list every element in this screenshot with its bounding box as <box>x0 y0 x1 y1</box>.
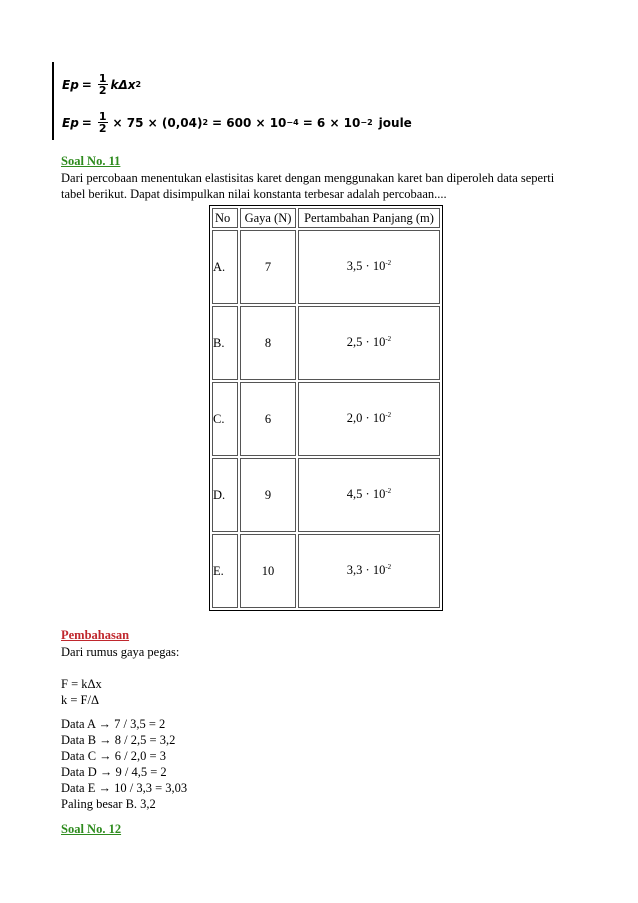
table-row <box>212 306 440 380</box>
row-pertambahan: $3,3 \cdot 10^{-2}$ <box>298 534 440 608</box>
data-table <box>209 205 443 611</box>
formula-part-b: = 600 × 10 <box>212 115 287 130</box>
formula-eq: = <box>81 115 92 130</box>
row-pertambahan: $4,5 \cdot 10^{-2}$ <box>298 458 440 532</box>
calc-line-d: Data D → 9 / 4,5 = 2 <box>61 765 167 779</box>
formula-ep-calc <box>62 111 412 134</box>
formula-exp-a: 2 <box>202 118 209 127</box>
row-gaya: 9 <box>240 458 296 532</box>
calc-line-c: Data C → 6 / 2,0 = 3 <box>61 749 166 763</box>
row-gaya: 10 <box>240 534 296 608</box>
header-pertambahan: Pertambahan Panjang (m) <box>298 208 440 228</box>
calc-line-a: Data A → 7 / 3,5 = 2 <box>61 717 166 731</box>
fraction-den: 2 <box>98 84 107 97</box>
soal-11-heading: Soal No. 11 <box>61 154 121 168</box>
fraction-num: 1 <box>98 72 107 85</box>
conclusion: Paling besar B. 3,2 <box>61 797 156 811</box>
pembahasan-intro: Dari rumus gaya pegas: <box>61 645 180 659</box>
calc-line-b: Data B → 8 / 2,5 = 3,2 <box>61 733 176 747</box>
formula-eq: = <box>81 77 92 92</box>
fraction-den: 2 <box>98 122 107 135</box>
pembahasan-heading: Pembahasan <box>61 628 130 642</box>
calc-line-e: Data E → 10 / 3,3 = 3,03 <box>61 781 188 795</box>
header-no: No <box>212 208 238 228</box>
formula-exp-c: −2 <box>360 118 373 127</box>
formula-part-a: × 75 × (0,04) <box>112 115 203 130</box>
header-gaya: Gaya (N) <box>240 208 296 228</box>
formula-ep-general <box>62 73 141 96</box>
formula-k: k = F/Δ <box>61 693 100 707</box>
row-pertambahan: $3,5 \cdot 10^{-2}$ <box>298 230 440 304</box>
fraction-half <box>98 111 108 134</box>
formula-unit: joule <box>378 115 412 130</box>
fraction-half <box>98 73 108 96</box>
row-no: B. <box>212 306 238 380</box>
row-no: E. <box>212 534 238 608</box>
row-pertambahan: $2,0 \cdot 10^{-2}$ <box>298 382 440 456</box>
table-row <box>212 458 440 532</box>
fraction-num: 1 <box>98 110 107 123</box>
formula-exp-b: −4 <box>286 118 299 127</box>
row-no: D. <box>212 458 238 532</box>
left-margin-rule <box>52 62 54 140</box>
table-row <box>212 230 440 304</box>
table-row <box>212 534 440 608</box>
row-gaya: 7 <box>240 230 296 304</box>
formula-part-c: = 6 × 10 <box>302 115 361 130</box>
soal-11-text: Dari percobaan menentukan elastisitas karet dengan menggunakan karet ban diperoleh data seperti tabel berikut. Dapat disimpulkan nilai konstanta terbesar adalah percobaan.... <box>61 171 555 201</box>
row-gaya: 8 <box>240 306 296 380</box>
formula-rhs: kΔx <box>110 77 136 92</box>
formula-lhs: Ep <box>62 77 79 92</box>
row-gaya: 6 <box>240 382 296 456</box>
row-no: C. <box>212 382 238 456</box>
formula-exp: 2 <box>135 80 142 89</box>
row-pertambahan: $2,5 \cdot 10^{-2}$ <box>298 306 440 380</box>
formula-lhs: Ep <box>62 115 79 130</box>
formula-f: F = kΔx <box>61 677 102 691</box>
table-header-row <box>212 208 440 228</box>
table-row <box>212 382 440 456</box>
soal-12-heading: Soal No. 12 <box>61 822 122 836</box>
row-no: A. <box>212 230 238 304</box>
